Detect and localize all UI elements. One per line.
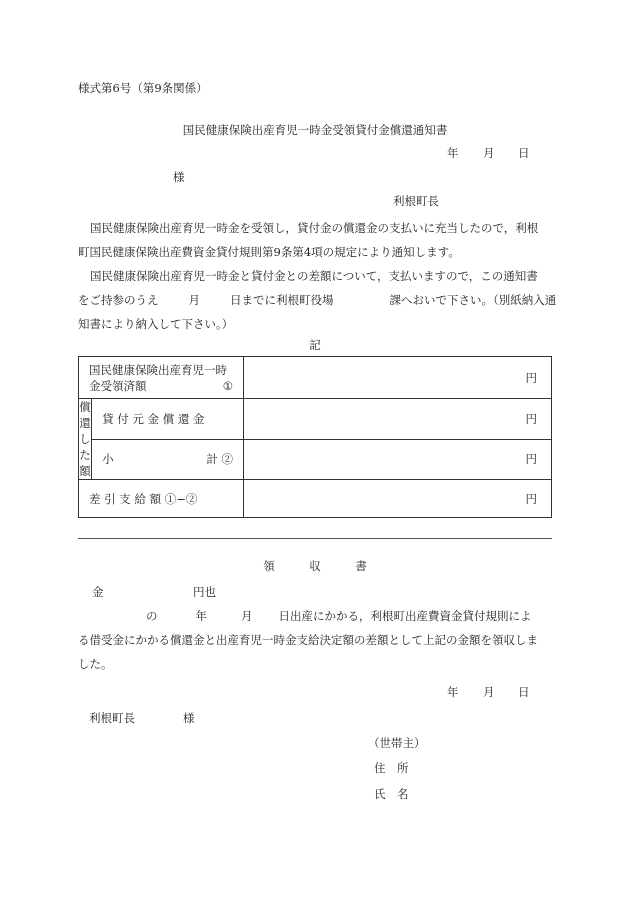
principal-repayment-yen: 円 — [244, 399, 552, 440]
issuer: 利根町長 — [393, 194, 439, 208]
receipt-title: 領 収 書 — [263, 559, 367, 573]
date-month: 月 — [483, 146, 495, 160]
table-row — [79, 480, 552, 518]
receipt-body-line-2: る借受金にかかる償還金と出産育児一時金支給決定額の差額として上記の金額を領収しま — [78, 633, 538, 647]
table-row — [79, 439, 552, 480]
date-year: 年 — [447, 146, 459, 160]
table-row — [79, 399, 552, 440]
paragraph-2-line-3: 知書により納入して下さい。） — [78, 317, 234, 331]
subtotal-label: 小 計 ② — [92, 439, 244, 480]
receipt-amount-suffix: 円也 — [193, 585, 216, 599]
receipt-date-year: 年 — [447, 685, 459, 699]
receipt-addressee: 利根町長 — [89, 711, 135, 725]
received-amount-label: 国民健康保険出産育児一時 金受領済額 ① — [79, 357, 244, 399]
table-row — [79, 357, 552, 399]
subtotal-yen: 円 — [244, 439, 552, 480]
paragraph-2-text-a: をご持参のうえ — [78, 293, 159, 307]
paragraph-1-line-2: 町国民健康保険出産費資金貸付規則第9条第4項の規定により通知します。 — [78, 245, 460, 259]
form-number: 様式第6号（第9条関係） — [78, 81, 208, 95]
paragraph-2-line-2 — [78, 288, 557, 312]
receipt-body-line-3: した。 — [78, 657, 113, 671]
ki-label: 記 — [309, 338, 321, 352]
receipt-body — [78, 604, 554, 676]
repaid-amount-vertical-label: 償 還 し た 額 — [79, 400, 91, 478]
paragraph-1-line-1: 国民健康保険出産育児一時金を受領し，貸付金の償還金の支払いに充当したので，利根 — [90, 221, 539, 235]
paragraph-2-month: 月 — [188, 293, 200, 307]
section-divider — [78, 538, 552, 539]
recipient-suffix: 様 — [173, 170, 185, 184]
paragraph-2-text-b: 日までに利根町役場 — [230, 293, 334, 307]
notice-paragraph-2 — [78, 264, 557, 336]
document-title: 国民健康保険出産育児一時金受領貸付金償還通知書 — [182, 123, 448, 137]
notice-paragraph-1 — [78, 216, 554, 264]
receipt-amount-prefix: 金 — [92, 585, 104, 599]
receipt-body-line-1: の 年 月 日出産にかかる，利根町出産費資金貸付規則によ — [146, 609, 532, 623]
receipt-addressee-suffix: 様 — [183, 711, 195, 725]
difference-payment-yen: 円 — [244, 480, 552, 518]
name-label: 氏 名 — [374, 787, 409, 801]
received-amount-yen: 円 — [244, 357, 552, 399]
receipt-date-day: 日 — [518, 685, 530, 699]
household-head-label: （世帯主） — [368, 736, 426, 750]
principal-repayment-label: 貸 付 元 金 償 還 金 — [92, 399, 244, 440]
address-label: 住 所 — [374, 761, 409, 775]
difference-payment-label: 差 引 支 給 額 ①−② — [79, 480, 244, 518]
receipt-date-month: 月 — [483, 685, 495, 699]
paragraph-2-line-1: 国民健康保険出産育児一時金と貸付金との差額について，支払いますので，この通知書 — [90, 269, 538, 283]
paragraph-2-text-c: 課へおいで下さい。（別紙納入通 — [389, 293, 557, 307]
repayment-table — [78, 356, 552, 518]
date-day: 日 — [518, 146, 530, 160]
